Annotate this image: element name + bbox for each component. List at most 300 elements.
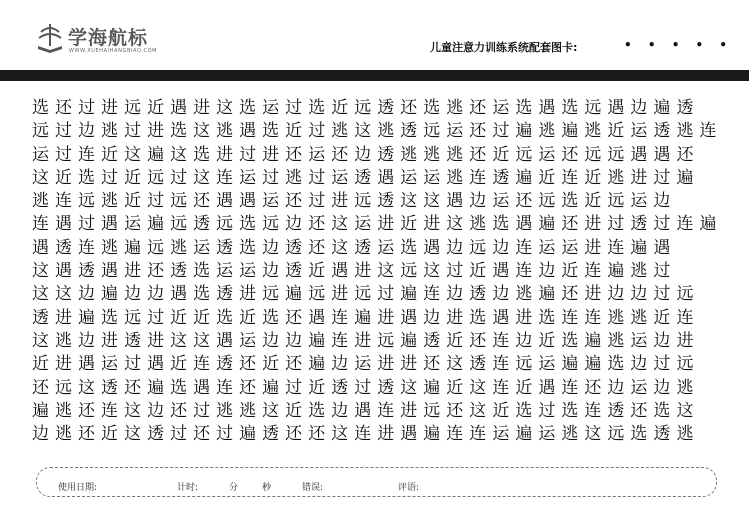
- grid-cell: 遇: [653, 144, 671, 165]
- grid-cell: 这: [331, 214, 349, 235]
- grid-cell: 还: [308, 214, 326, 235]
- grid-cell: 连: [446, 424, 464, 445]
- grid-cell: 进: [101, 330, 119, 351]
- grid-cell: 透: [630, 214, 648, 235]
- grid-cell: 这: [446, 354, 464, 375]
- grid-cell: 逃: [584, 121, 602, 142]
- grid-cell: 这: [32, 167, 49, 188]
- grid-cell: 透: [653, 121, 671, 142]
- grid-row: [29, 144, 720, 167]
- grid-cell: 遍: [515, 424, 533, 445]
- grid-cell: 近: [584, 167, 602, 188]
- grid-cell: 逃: [101, 237, 119, 258]
- grid-cell: 透: [216, 237, 234, 258]
- grid-cell: 连: [561, 167, 579, 188]
- grid-cell: 逃: [561, 424, 579, 445]
- grid-cell: 连: [331, 307, 349, 328]
- grid-cell: 选: [239, 214, 257, 235]
- grid-cell: 还: [124, 377, 142, 398]
- grid-cell: 近: [492, 144, 510, 165]
- grid-cell: 边: [285, 330, 303, 351]
- grid-cell: 遇: [400, 424, 418, 445]
- grid-cell: 这: [377, 261, 395, 282]
- grid-cell: 透: [469, 284, 487, 305]
- grid-cell: 透: [354, 237, 372, 258]
- grid-cell: 透: [285, 261, 303, 282]
- grid-cell: 选: [170, 121, 188, 142]
- grid-row: [29, 260, 720, 283]
- grid-cell: 运: [124, 214, 142, 235]
- grid-cell: 遇: [538, 377, 556, 398]
- grid-cell: 连: [78, 237, 96, 258]
- grid-cell: 这: [124, 424, 142, 445]
- grid-cell: 过: [538, 400, 556, 421]
- grid-cell: 连: [676, 307, 694, 328]
- grid-cell: 近: [285, 400, 303, 421]
- grid-cell: 逃: [55, 330, 73, 351]
- grid-cell: 远: [607, 191, 625, 212]
- grid-row: [29, 423, 720, 446]
- grid-cell: 近: [239, 307, 257, 328]
- grid-cell: 遇: [55, 214, 73, 235]
- grid-cell: 过: [78, 98, 96, 118]
- grid-cell: 边: [147, 284, 165, 305]
- grid-cell: 遇: [101, 261, 119, 282]
- grid-cell: 这: [354, 121, 372, 142]
- grid-cell: 选: [170, 377, 188, 398]
- grid-cell: 近: [492, 400, 510, 421]
- grid-cell: 远: [400, 261, 418, 282]
- grid-cell: 选: [32, 98, 49, 118]
- grid-cell: 还: [331, 144, 349, 165]
- grid-cell: 边: [285, 214, 303, 235]
- grid-cell: 远: [262, 214, 280, 235]
- grid-cell: 遍: [400, 284, 418, 305]
- header-bar: [0, 70, 749, 81]
- grid-cell: 逃: [377, 121, 395, 142]
- grid-cell: 边: [147, 400, 165, 421]
- grid-cell: 远: [147, 167, 165, 188]
- grid-cell: 还: [285, 354, 303, 375]
- grid-cell: 远: [78, 191, 96, 212]
- grid-cell: 遍: [308, 354, 326, 375]
- grid-cell: 选: [216, 307, 234, 328]
- grid-cell: 遇: [147, 354, 165, 375]
- grid-cell: 连: [584, 261, 602, 282]
- grid-cell: 边: [630, 354, 648, 375]
- grid-cell: 遍: [101, 284, 119, 305]
- grid-cell: 边: [331, 400, 349, 421]
- grid-cell: 遍: [584, 330, 602, 351]
- grid-cell: 边: [446, 284, 464, 305]
- grid-cell: 运: [630, 377, 648, 398]
- grid-cell: 过: [78, 214, 96, 235]
- grid-cell: 逃: [446, 98, 464, 118]
- grid-row: [29, 330, 720, 353]
- grid-cell: 连: [55, 191, 73, 212]
- grid-cell: 遍: [561, 354, 579, 375]
- grid-cell: 选: [308, 400, 326, 421]
- grid-cell: 选: [630, 424, 648, 445]
- minutes-label: 分: [229, 483, 239, 493]
- grid-cell: 逃: [630, 307, 648, 328]
- grid-cell: 运: [630, 330, 648, 351]
- grid-cell: 近: [170, 307, 188, 328]
- grid-cell: 近: [262, 354, 280, 375]
- grid-cell: 这: [446, 214, 464, 235]
- grid-cell: 遍: [239, 424, 257, 445]
- grid-row: [29, 307, 720, 330]
- grid-cell: 逃: [469, 214, 487, 235]
- grid-cell: 远: [676, 284, 694, 305]
- logo-url: WWW.XUEHAIHANGBIAO.COM: [69, 48, 158, 54]
- grid-cell: 透: [607, 400, 625, 421]
- grid-cell: 过: [55, 144, 73, 165]
- grid-cell: 远: [354, 191, 372, 212]
- grid-cell: 连: [377, 400, 395, 421]
- grid-cell: 还: [170, 400, 188, 421]
- grid-cell: 遍: [607, 261, 625, 282]
- grid-cell: 连: [584, 400, 602, 421]
- grid-cell: 近: [193, 307, 211, 328]
- grid-cell: 过: [653, 214, 671, 235]
- character-grid: [29, 97, 720, 446]
- grid-cell: 遇: [653, 237, 671, 258]
- grid-cell: 逃: [170, 237, 188, 258]
- grid-cell: 进: [331, 284, 349, 305]
- grid-cell: 进: [377, 214, 395, 235]
- grid-cell: 遇: [538, 98, 556, 118]
- grid-cell: 过: [170, 424, 188, 445]
- grid-cell: 逃: [285, 167, 303, 188]
- grid-cell: 选: [101, 307, 119, 328]
- grid-cell: 连: [216, 167, 234, 188]
- grid-cell: 进: [354, 261, 372, 282]
- grid-cell: 进: [446, 307, 464, 328]
- grid-cell: 逃: [607, 307, 625, 328]
- grid-cell: 运: [400, 167, 418, 188]
- grid-cell: 边: [630, 284, 648, 305]
- grid-cell: 这: [32, 261, 49, 282]
- grid-cell: 边: [630, 98, 648, 118]
- grid-cell: 过: [308, 121, 326, 142]
- grid-cell: 边: [607, 377, 625, 398]
- grid-cell: 进: [262, 144, 280, 165]
- grid-cell: 边: [653, 330, 671, 351]
- grid-cell: 过: [285, 377, 303, 398]
- grid-cell: 进: [584, 237, 602, 258]
- grid-cell: 遍: [423, 424, 441, 445]
- grid-cell: 遇: [55, 261, 73, 282]
- grid-cell: 运: [354, 354, 372, 375]
- grid-cell: 这: [423, 261, 441, 282]
- grid-cell: 选: [515, 400, 533, 421]
- grid-cell: 边: [653, 191, 671, 212]
- grid-cell: 边: [515, 330, 533, 351]
- grid-cell: 运: [331, 167, 349, 188]
- grid-cell: 这: [400, 377, 418, 398]
- grid-cell: 遇: [354, 400, 372, 421]
- grid-cell: 运: [32, 144, 49, 165]
- grid-cell: 过: [446, 261, 464, 282]
- grid-cell: 选: [239, 98, 257, 118]
- grid-cell: 进: [147, 330, 165, 351]
- grid-cell: 进: [354, 330, 372, 351]
- grid-cell: 连: [584, 307, 602, 328]
- grid-cell: 远: [676, 354, 694, 375]
- grid-cell: 遍: [538, 284, 556, 305]
- grid-cell: 边: [492, 284, 510, 305]
- grid-row: [29, 377, 720, 400]
- grid-cell: 远: [216, 214, 234, 235]
- grid-cell: 透: [285, 237, 303, 258]
- grid-cell: 逃: [55, 424, 73, 445]
- grid-row: [29, 97, 720, 120]
- grid-cell: 还: [561, 144, 579, 165]
- grid-cell: 进: [377, 424, 395, 445]
- card-dots: • • • • •: [624, 38, 734, 52]
- grid-cell: 还: [285, 424, 303, 445]
- grid-cell: 进: [55, 354, 73, 375]
- grid-cell: 还: [630, 400, 648, 421]
- grid-cell: 遍: [147, 144, 165, 165]
- card-title: 儿童注意力训练系统配套图卡:: [430, 41, 578, 54]
- grid-cell: 近: [607, 121, 625, 142]
- grid-cell: 近: [32, 354, 49, 375]
- grid-cell: 近: [331, 98, 349, 118]
- grid-cell: 选: [423, 98, 441, 118]
- grid-row: [29, 213, 720, 236]
- grid-cell: 还: [469, 98, 487, 118]
- grid-cell: 近: [101, 424, 119, 445]
- grid-cell: 运: [239, 330, 257, 351]
- grid-cell: 进: [101, 98, 119, 118]
- grid-cell: 遍: [515, 121, 533, 142]
- grid-cell: 运: [308, 144, 326, 165]
- grid-cell: 进: [584, 214, 602, 235]
- grid-cell: 连: [515, 237, 533, 258]
- grid-cell: 选: [538, 307, 556, 328]
- logo: [36, 22, 156, 58]
- grid-cell: 过: [285, 98, 303, 118]
- grid-cell: 选: [561, 191, 579, 212]
- grid-cell: 运: [492, 424, 510, 445]
- grid-cell: 遍: [124, 237, 142, 258]
- grid-cell: 还: [239, 354, 257, 375]
- grid-cell: 连: [492, 377, 510, 398]
- grid-cell: 边: [262, 261, 280, 282]
- grid-cell: 选: [308, 98, 326, 118]
- grid-cell: 遇: [170, 284, 188, 305]
- grid-cell: 这: [469, 377, 487, 398]
- grid-cell: 过: [492, 121, 510, 142]
- grid-cell: 透: [653, 424, 671, 445]
- grid-cell: 这: [55, 284, 73, 305]
- grid-cell: 运: [239, 167, 257, 188]
- grid-cell: 这: [170, 144, 188, 165]
- grid-cell: 运: [630, 121, 648, 142]
- grid-cell: 过: [308, 167, 326, 188]
- grid-cell: 还: [147, 261, 165, 282]
- grid-cell: 还: [285, 307, 303, 328]
- grid-cell: 进: [377, 354, 395, 375]
- grid-cell: 运: [538, 144, 556, 165]
- grid-cell: 透: [193, 214, 211, 235]
- grid-row: [29, 120, 720, 143]
- grid-cell: 遍: [354, 307, 372, 328]
- grid-cell: 逃: [423, 144, 441, 165]
- grid-cell: 远: [124, 307, 142, 328]
- grid-cell: 远: [262, 284, 280, 305]
- grid-cell: 遇: [101, 214, 119, 235]
- grid-cell: 近: [538, 167, 556, 188]
- grid-cell: 进: [676, 330, 694, 351]
- grid-cell: 这: [170, 330, 188, 351]
- grid-cell: 遍: [147, 214, 165, 235]
- grid-cell: 边: [469, 191, 487, 212]
- grid-cell: 这: [469, 400, 487, 421]
- grid-cell: 选: [492, 214, 510, 235]
- grid-cell: 连: [699, 121, 717, 142]
- grid-cell: 运: [377, 237, 395, 258]
- grid-cell: 这: [331, 424, 349, 445]
- grid-cell: 逃: [676, 377, 694, 398]
- grid-cell: 运: [492, 98, 510, 118]
- grid-cell: 这: [400, 191, 418, 212]
- grid-cell: 透: [377, 144, 395, 165]
- grid-cell: 边: [446, 237, 464, 258]
- grid-cell: 运: [492, 191, 510, 212]
- grid-cell: 过: [124, 121, 142, 142]
- grid-cell: 透: [101, 377, 119, 398]
- grid-cell: 近: [584, 191, 602, 212]
- grid-cell: 透: [354, 167, 372, 188]
- grid-cell: 还: [55, 98, 73, 118]
- grid-cell: 运: [561, 237, 579, 258]
- grid-cell: 逃: [446, 144, 464, 165]
- time-label: 计时:: [177, 483, 199, 493]
- grid-cell: 近: [561, 261, 579, 282]
- grid-cell: 边: [607, 284, 625, 305]
- grid-cell: 近: [308, 261, 326, 282]
- grid-cell: 连: [607, 237, 625, 258]
- grid-cell: 边: [124, 284, 142, 305]
- grid-cell: 遍: [653, 98, 671, 118]
- comment-label: 评语:: [398, 483, 420, 493]
- grid-cell: 这: [676, 400, 694, 421]
- grid-cell: 远: [423, 400, 441, 421]
- grid-cell: 遇: [239, 121, 257, 142]
- grid-cell: 选: [653, 400, 671, 421]
- grid-cell: 还: [285, 191, 303, 212]
- grid-cell: 逃: [607, 330, 625, 351]
- grid-cell: 连: [561, 307, 579, 328]
- grid-cell: 选: [262, 121, 280, 142]
- grid-cell: 近: [124, 191, 142, 212]
- grid-cell: 连: [515, 261, 533, 282]
- grid-cell: 遍: [584, 354, 602, 375]
- grid-cell: 逃: [607, 167, 625, 188]
- grid-cell: 这: [331, 237, 349, 258]
- grid-cell: 连: [78, 144, 96, 165]
- grid-cell: 过: [653, 354, 671, 375]
- grid-cell: 遇: [78, 354, 96, 375]
- grid-cell: 遇: [170, 98, 188, 118]
- grid-cell: 选: [515, 98, 533, 118]
- grid-cell: 遍: [262, 377, 280, 398]
- grid-cell: 过: [216, 424, 234, 445]
- grid-cell: 透: [216, 284, 234, 305]
- grid-cell: 透: [124, 330, 142, 351]
- grid-cell: 远: [124, 98, 142, 118]
- grid-cell: 远: [55, 377, 73, 398]
- grid-cell: 边: [262, 330, 280, 351]
- grid-cell: 连: [492, 354, 510, 375]
- grid-cell: 遍: [78, 307, 96, 328]
- grid-cell: 近: [400, 214, 418, 235]
- grid-cell: 这: [584, 424, 602, 445]
- grid-cell: 边: [32, 424, 49, 445]
- grid-cell: 还: [446, 400, 464, 421]
- grid-cell: 逃: [101, 121, 119, 142]
- grid-cell: 遇: [492, 261, 510, 282]
- grid-cell: 遍: [630, 237, 648, 258]
- grid-cell: 远: [308, 284, 326, 305]
- grid-cell: 逃: [515, 284, 533, 305]
- grid-cell: 远: [469, 237, 487, 258]
- grid-cell: 选: [239, 237, 257, 258]
- grid-cell: 还: [561, 214, 579, 235]
- grid-cell: 进: [239, 284, 257, 305]
- grid-cell: 边: [492, 237, 510, 258]
- grid-cell: 透: [469, 354, 487, 375]
- grid-cell: 选: [561, 98, 579, 118]
- grid-cell: 边: [78, 121, 96, 142]
- grid-cell: 进: [400, 354, 418, 375]
- grid-cell: 运: [538, 354, 556, 375]
- grid-cell: 逃: [676, 424, 694, 445]
- grid-cell: 进: [377, 307, 395, 328]
- grid-cell: 遍: [285, 284, 303, 305]
- grid-cell: 遍: [308, 330, 326, 351]
- grid-cell: 遇: [193, 377, 211, 398]
- grid-row: [29, 167, 720, 190]
- grid-cell: 连: [32, 214, 49, 235]
- grid-cell: 遇: [446, 191, 464, 212]
- grid-cell: 遇: [216, 191, 234, 212]
- grid-cell: 选: [193, 261, 211, 282]
- grid-cell: 还: [308, 237, 326, 258]
- grid-cell: 透: [170, 261, 188, 282]
- grid-cell: 遇: [400, 307, 418, 328]
- grid-cell: 逃: [446, 167, 464, 188]
- grid-cell: 过: [55, 121, 73, 142]
- grid-cell: 进: [55, 307, 73, 328]
- grid-cell: 逃: [55, 400, 73, 421]
- grid-cell: 透: [331, 377, 349, 398]
- grid-cell: 逃: [400, 144, 418, 165]
- grid-cell: 透: [492, 167, 510, 188]
- grid-cell: 遇: [239, 191, 257, 212]
- grid-cell: 透: [377, 191, 395, 212]
- grid-cell: 边: [78, 284, 96, 305]
- grid-cell: 逃: [538, 121, 556, 142]
- grid-cell: 远: [32, 121, 49, 142]
- grid-cell: 运: [101, 354, 119, 375]
- grid-cell: 遍: [676, 167, 694, 188]
- grid-cell: 远: [354, 98, 372, 118]
- grid-cell: 连: [331, 330, 349, 351]
